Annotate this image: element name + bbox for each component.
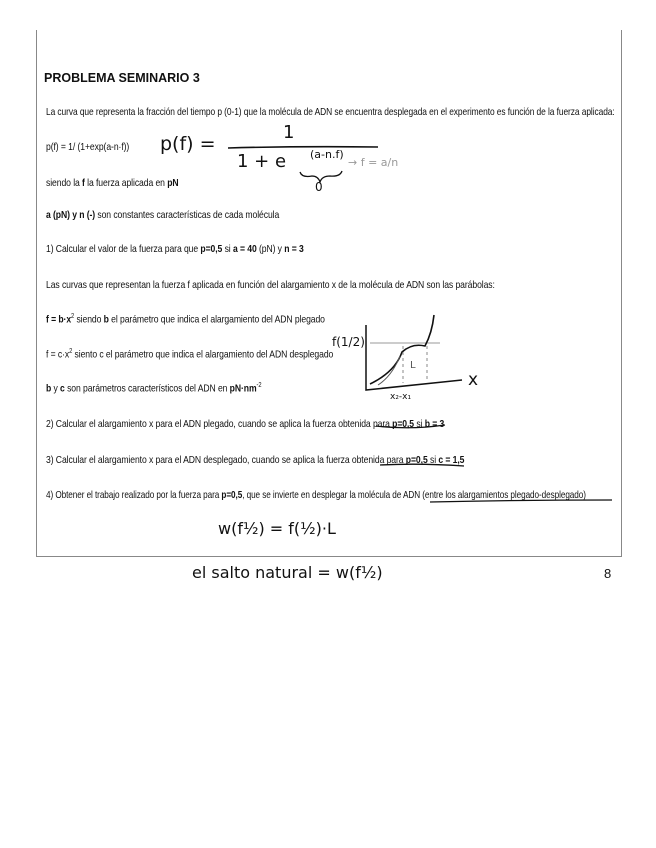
hw-side-note: → f = a/n	[348, 156, 399, 169]
bc-definition: b y c son parámetros característicos del ADN en $pN\cdot nm^{-2}$	[46, 382, 262, 395]
equation-folded: $f = b\cdot x^2$ siendo b el parámetro que indica el alargamiento del ADN plegado	[46, 313, 325, 326]
problem-title: PROBLEMA SEMINARIO 3	[44, 71, 200, 85]
hw-p-of-f: p(f) =	[160, 133, 216, 155]
hw-footer-note: el salto natural = w(f½)	[192, 563, 383, 582]
constants-definition: a (pN) y n (-) son constantes características de cada molécula	[46, 209, 280, 221]
force-definition: siendo la f la fuerza aplicada en pN	[46, 177, 179, 189]
curves-intro: Las curvas que representan la fuerza f aplicada en función del alargamiento x de la molécula de ADN son las parábolas:	[46, 279, 495, 291]
hw-graph-x-sub: x₂-x₁	[390, 392, 412, 402]
question-3: 3) Calcular el alargamiento x para el ADN desplegado, cuando se aplica la fuerza obtenida para p=0,5 si c = 1,5	[46, 454, 465, 466]
hw-graph-x-label: x	[468, 370, 479, 390]
hw-work-equation: w(f½) = f(½)·L	[218, 519, 336, 538]
intro-text: La curva que representa la fracción del tiempo p (0-1) que la molécula de ADN se encuentra desplegada en el experimento es función de la fuerza aplicada:	[46, 106, 615, 118]
question-1: 1) Calcular el valor de la fuerza para que p=0,5 si a = 40 (pN) y n = 3	[46, 243, 304, 255]
sketch-graph	[366, 315, 462, 390]
hw-graph-L: L	[410, 360, 416, 371]
hw-numerator: 1	[283, 122, 295, 143]
question-4: 4) Obtener el trabajo realizado por la fuerza para p=0,5, que se invierte en desplegar la molécula de ADN (entre los alargamientos plegado-desplegado)	[46, 489, 586, 501]
hw-exponent: (a-n.f)	[310, 148, 344, 161]
formula-text: p(f) = 1/ (1+exp(a-n·f))	[46, 141, 130, 153]
equation-unfolded: $f = c\cdot x^2$ siento c el parámetro que indica el alargamiento del ADN desplegado	[46, 348, 334, 361]
hw-denominator: 1 + e	[237, 151, 287, 172]
page-number: 8	[604, 566, 612, 581]
hw-graph-y-label: f(1/2)	[332, 335, 365, 349]
hw-zero: 0	[315, 180, 323, 194]
question-2: 2) Calcular el alargamiento x para el ADN plegado, cuando se aplica la fuerza obtenida para p=0,5 si b = 3	[46, 418, 445, 430]
